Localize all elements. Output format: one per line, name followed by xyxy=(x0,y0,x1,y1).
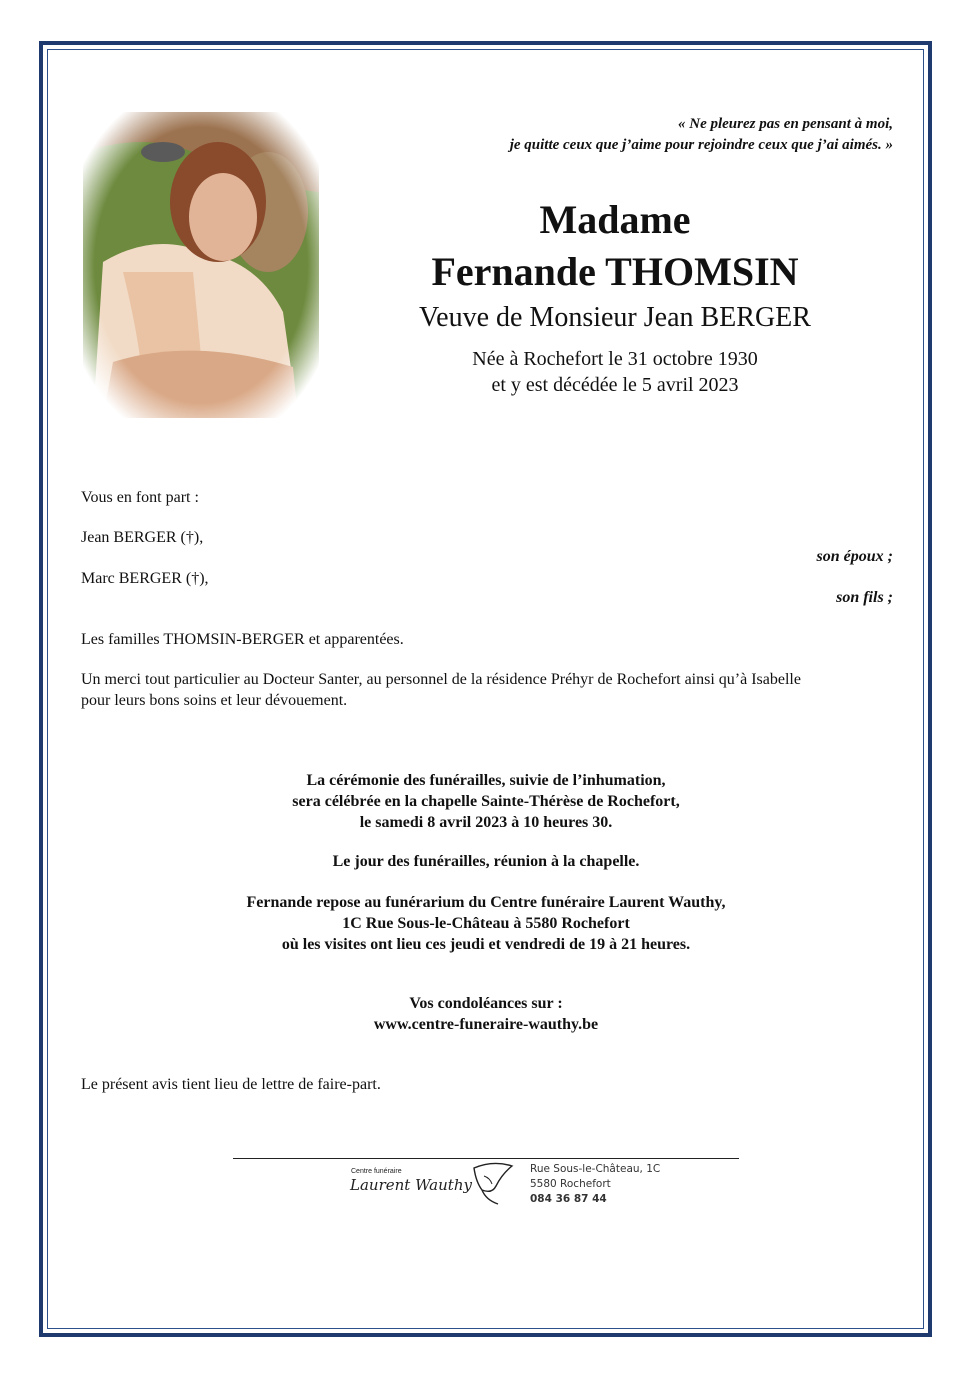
thanks-line-1: Un merci tout particulier au Docteur Santer, au personnel de la résidence Préhyr de Rochefort ainsi qu’à Isabelle xyxy=(81,671,801,688)
ceremony-line-2: sera célébrée en la chapelle Sainte-Thérèse de Rochefort, xyxy=(292,793,680,810)
relative-name: Marc BERGER (†), xyxy=(81,570,209,587)
notice-line: Le présent avis tient lieu de lettre de faire-part. xyxy=(81,1076,381,1093)
phone-number: 084 36 87 44 xyxy=(530,1193,607,1205)
ceremony-line-1: La cérémonie des funérailles, suivie de l’inhumation, xyxy=(306,772,666,789)
life-dates xyxy=(380,346,850,398)
relative-role: son fils ; xyxy=(836,589,893,606)
ceremony-details xyxy=(140,770,832,833)
condolences-label: Vos condoléances sur : xyxy=(409,995,563,1012)
rest-line-1: Fernande repose au funérarium du Centre funéraire Laurent Wauthy, xyxy=(246,894,726,911)
relative-role: son époux ; xyxy=(816,548,893,565)
death-line: et y est décédée le 5 avril 2023 xyxy=(491,374,739,396)
quote-line-1: « Ne pleurez pas en pensant à moi, xyxy=(677,116,893,132)
condolences-block xyxy=(140,993,832,1035)
birth-line: Née à Rochefort le 31 octobre 1930 xyxy=(472,348,758,370)
footer-address xyxy=(530,1162,660,1207)
announcement-intro: Vous en font part : xyxy=(81,489,199,506)
rest-details xyxy=(140,892,832,955)
thanks-line-2: pour leurs bons soins et leur dévouement. xyxy=(81,692,348,709)
logo-script-name: Laurent Wauthy xyxy=(350,1176,472,1194)
honorific-title: Madame xyxy=(539,197,691,242)
portrait-photo xyxy=(83,112,319,418)
footer-divider xyxy=(233,1158,739,1159)
address-street: Rue Sous-le-Château, 1C xyxy=(530,1163,661,1175)
logo-caption: Centre funéraire xyxy=(351,1168,402,1175)
thanks-paragraph xyxy=(81,669,881,711)
families-line: Les familles THOMSIN-BERGER et apparentées. xyxy=(81,631,404,648)
address-city: 5580 Rochefort xyxy=(530,1178,611,1190)
deceased-name: Fernande THOMSIN xyxy=(431,249,799,294)
spouse-line: Veuve de Monsieur Jean BERGER xyxy=(419,302,811,333)
rest-line-3: où les visites ont lieu ces jeudi et vendredi de 19 à 21 heures. xyxy=(281,936,691,953)
rest-line-2: 1C Rue Sous-le-Château à 5580 Rochefort xyxy=(342,915,630,932)
epitaph-quote xyxy=(510,114,893,156)
quote-line-2: je quitte ceux que j’aime pour rejoindre ceux que j’ai aimés. » xyxy=(509,137,893,153)
condolences-link[interactable]: www.centre-funeraire-wauthy.be xyxy=(373,1016,599,1033)
meeting-line: Le jour des funérailles, réunion à la chapelle. xyxy=(332,853,640,870)
calla-lily-logo-icon xyxy=(468,1160,518,1211)
relative-name: Jean BERGER (†), xyxy=(81,529,204,546)
ceremony-line-3: le samedi 8 avril 2023 à 10 heures 30. xyxy=(359,814,613,831)
